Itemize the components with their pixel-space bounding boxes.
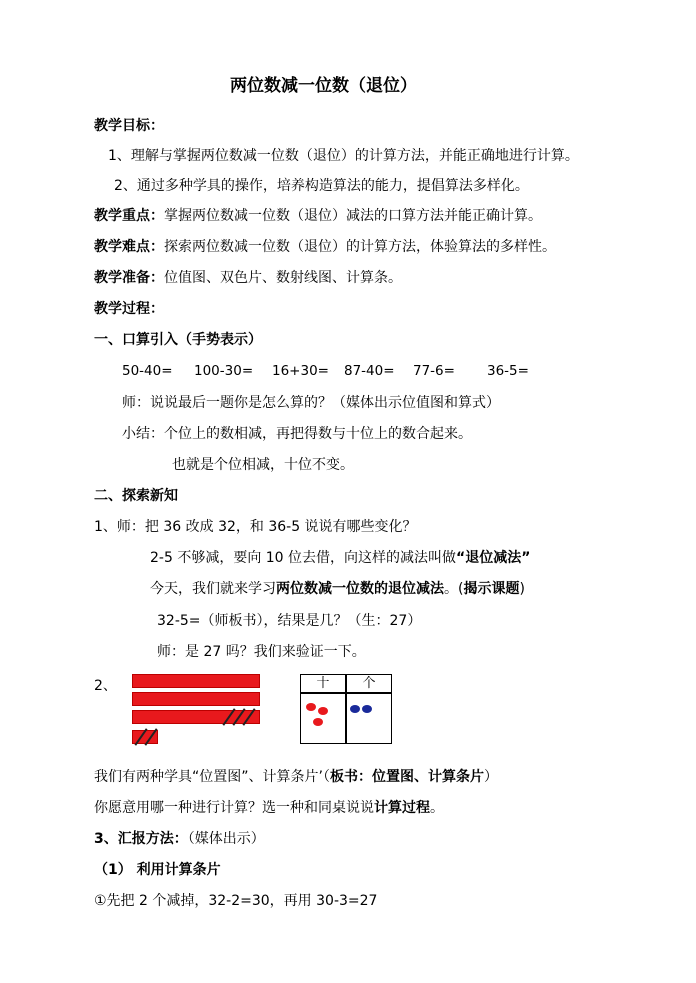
pv-tens-header: 十: [316, 676, 330, 691]
sub-heading-1: （1） 利用计算条片: [94, 862, 221, 878]
reveal-topic: 揭示课题: [463, 581, 520, 597]
s2-line-3: [150, 579, 525, 599]
choose-end: 。: [430, 800, 444, 816]
goal-heading: 教学目标：: [94, 118, 164, 134]
s2-line-5: 师：是 27 吗？我们来验证一下。: [157, 644, 366, 660]
lesson-topic: 两位数减一位数的退位减法: [276, 581, 444, 597]
preparation: [94, 268, 402, 288]
summary-1: 小结：个位上的数相减，再把得数与十位上的数合起来。: [122, 426, 472, 442]
tools-text: 我们有两种学具“位置图”、计算条片’（: [94, 769, 330, 785]
calc-item: 77-6=: [413, 363, 455, 379]
step-1: ①先把 2 个减掉，32-2=30，再用 30-3=27: [94, 893, 378, 909]
calc-process: 计算过程: [374, 800, 430, 816]
prep-text: 位值图、双色片、数射线图、计算条。: [164, 270, 402, 286]
report-line: [94, 829, 265, 849]
board-note: 板书：位置图、计算条片: [329, 769, 484, 785]
s2-line-2: [150, 548, 530, 568]
process-heading: 教学过程：: [94, 301, 164, 317]
calc-item: 100-30=: [194, 363, 254, 379]
place-value-chart: [300, 674, 392, 744]
page-title: 两位数减一位数（退位）: [230, 76, 417, 96]
pv-divider-horizontal: [301, 692, 391, 694]
difficulty-label: 教学难点：: [94, 239, 164, 255]
oral-calc-row: [122, 361, 529, 381]
key-point: [94, 206, 542, 226]
s2-line-2-text: 2-5 不够减，要向 10 位去借，向这样的减法叫做: [150, 550, 457, 566]
report-heading: 3、汇报方法：: [94, 831, 188, 847]
summary-2: 也就是个位相减，十位不变。: [172, 457, 354, 473]
s2-line-3-text: 今天，我们就来学习: [150, 581, 276, 597]
s2-line-3-close: ): [519, 581, 525, 597]
tens-counter: [313, 718, 323, 726]
report-note: （媒体出示）: [187, 831, 265, 847]
prep-label: 教学准备：: [94, 270, 164, 286]
difficulty-text: 探索两位数减一位数（退位）的计算方法，体验算法的多样性。: [164, 239, 556, 255]
tens-bar: [132, 674, 260, 688]
calc-item: 87-40=: [344, 363, 395, 379]
calc-item: 50-40=: [122, 363, 173, 379]
section2-heading: 二、探索新知: [94, 488, 178, 504]
ones-counter: [350, 705, 360, 713]
s2-line-3-punct: 。(: [444, 581, 464, 597]
tens-counter: [318, 707, 328, 715]
section1-heading: 一、口算引入（手势表示）: [94, 332, 262, 348]
key-label: 教学重点：: [94, 208, 164, 224]
tools-close: ）: [483, 769, 498, 785]
term-regroup-subtraction: “退位减法”: [456, 550, 531, 566]
item-2-label: 2、: [94, 678, 117, 694]
choose-line: [94, 798, 444, 818]
goal-2: 2、通过多种学具的操作，培养构造算法的能力，提倡算法多样化。: [114, 178, 529, 194]
tens-bar: [132, 692, 260, 706]
choose-text: 你愿意用哪一种进行计算？选一种和同桌说说: [94, 800, 374, 816]
goal-1: 1、理解与掌握两位数减一位数（退位）的计算方法，并能正确地进行计算。: [108, 148, 579, 164]
tools-line: [94, 767, 498, 787]
calc-item: 36-5=: [487, 363, 529, 379]
difficulty: [94, 237, 556, 257]
key-text: 掌握两位数减一位数（退位）减法的口算方法并能正确计算。: [164, 208, 542, 224]
tens-counter: [306, 703, 316, 711]
calc-item: 16+30=: [272, 363, 329, 379]
calculation-bars: [132, 674, 262, 744]
pv-ones-header: 个: [362, 676, 376, 691]
teacher-question: 师：说说最后一题你是怎么算的？（媒体出示位值图和算式）: [122, 395, 500, 411]
ones-counter: [362, 705, 372, 713]
s2-line-4: 32-5=（师板书），结果是几？（生：27）: [157, 613, 422, 629]
s2-question-1: 1、师：把 36 改成 32，和 36-5 说说有哪些变化？: [94, 519, 417, 535]
